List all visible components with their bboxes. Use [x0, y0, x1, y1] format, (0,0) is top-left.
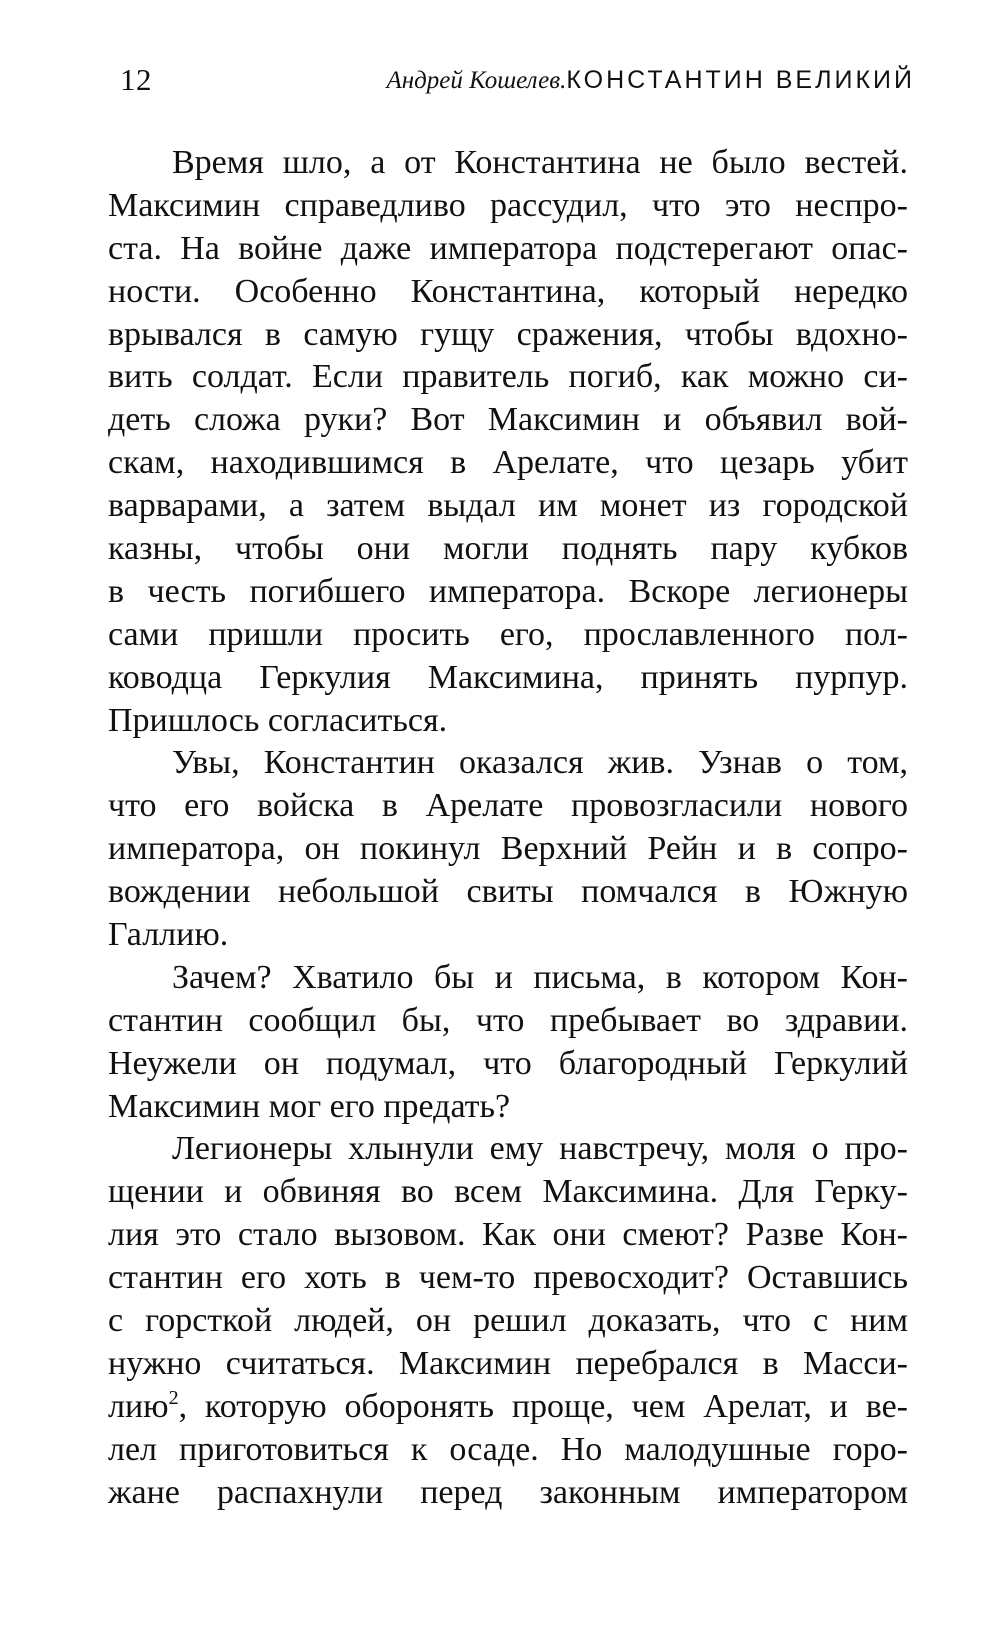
- text-line: казны, чтобы они могли поднять пару кубков: [108, 530, 908, 568]
- text-line: щении и обвиняя во всем Максимина. Для Герку-: [108, 1173, 908, 1211]
- text-line: Время шло, а от Константина не было вестей.: [172, 144, 908, 181]
- page-header: [120, 55, 915, 105]
- text-line: Легионеры хлынули ему навстречу, моля о про-: [172, 1130, 908, 1168]
- running-head-author: Андрей Кошелев.: [386, 67, 567, 94]
- text-line: императора, он покинул Верхний Рейн и в сопро-: [108, 830, 908, 868]
- text-line: скам, находившимся в Арелате, что цезарь убит: [108, 444, 908, 482]
- paragraph: [108, 957, 908, 1129]
- paragraph: [108, 742, 908, 956]
- text-line: стантин сообщил бы, что пребывает во здравии.: [108, 1001, 908, 1039]
- text-line: стантин его хоть в чем-то превосходит? Оставшись: [108, 1259, 908, 1297]
- text-line: ста. На войне даже императора подстерегают опас-: [108, 229, 908, 267]
- paragraph: [108, 142, 908, 742]
- text-line: жане распахнули перед законным императором: [108, 1473, 908, 1511]
- text-line: деть сложа руки? Вот Максимин и объявил вой-: [108, 401, 908, 439]
- text-line: вить солдат. Если правитель погиб, как можно си-: [108, 358, 908, 396]
- text-line-with-footnote: [108, 1386, 908, 1429]
- text-line: ности. Особенно Константина, который нередко: [108, 272, 908, 310]
- text-line: Максимин справедливо рассудил, что это неспро-: [108, 186, 908, 224]
- text-line: Неужели он подумал, что благородный Геркулий: [108, 1044, 908, 1082]
- text-line: что его войска в Арелате провозгласили нового: [108, 787, 908, 825]
- text-line: варварами, а затем выдал им монет из городской: [108, 487, 908, 525]
- text-line: лия это стало вызовом. Как они смеют? Разве Кон-: [108, 1216, 908, 1254]
- text-line: в честь погибшего императора. Вскоре легионеры: [108, 572, 908, 610]
- text-line: Максимин мог его предать?: [108, 1087, 511, 1125]
- footnote-reference[interactable]: 2: [168, 1386, 179, 1409]
- text-line: Зачем? Хватило бы и письма, в котором Кон-: [172, 958, 908, 996]
- running-head: [386, 55, 915, 109]
- line-end: , которую оборонять проще, чем Арелат, и ве-: [178, 1387, 908, 1425]
- text-line: нужно считаться. Максимин перебрался в Масси-: [108, 1344, 908, 1382]
- line-start: лию: [108, 1387, 169, 1425]
- page-number: 12: [120, 62, 152, 97]
- text-line: ководца Геркулия Максимина, принять пурпур.: [108, 658, 908, 696]
- text-line: вождении небольшой свиты помчался в Южную: [108, 873, 908, 911]
- paragraph: [108, 1128, 908, 1514]
- text-line: сами пришли просить его, прославленного пол-: [108, 615, 908, 653]
- running-head-title: КОНСТАНТИН ВЕЛИКИЙ: [566, 66, 915, 94]
- text-line: Пришлось согласиться.: [108, 701, 448, 739]
- text-line: Галлию.: [108, 916, 229, 954]
- body-text: [108, 142, 908, 1515]
- text-line: лел приготовиться к осаде. Но малодушные горо-: [108, 1430, 908, 1468]
- text-line: врывался в самую гущу сражения, чтобы вдохно-: [108, 315, 908, 353]
- text-line: с горсткой людей, он решил доказать, что с ним: [108, 1302, 908, 1340]
- text-line: Увы, Константин оказался жив. Узнав о том,: [172, 744, 908, 782]
